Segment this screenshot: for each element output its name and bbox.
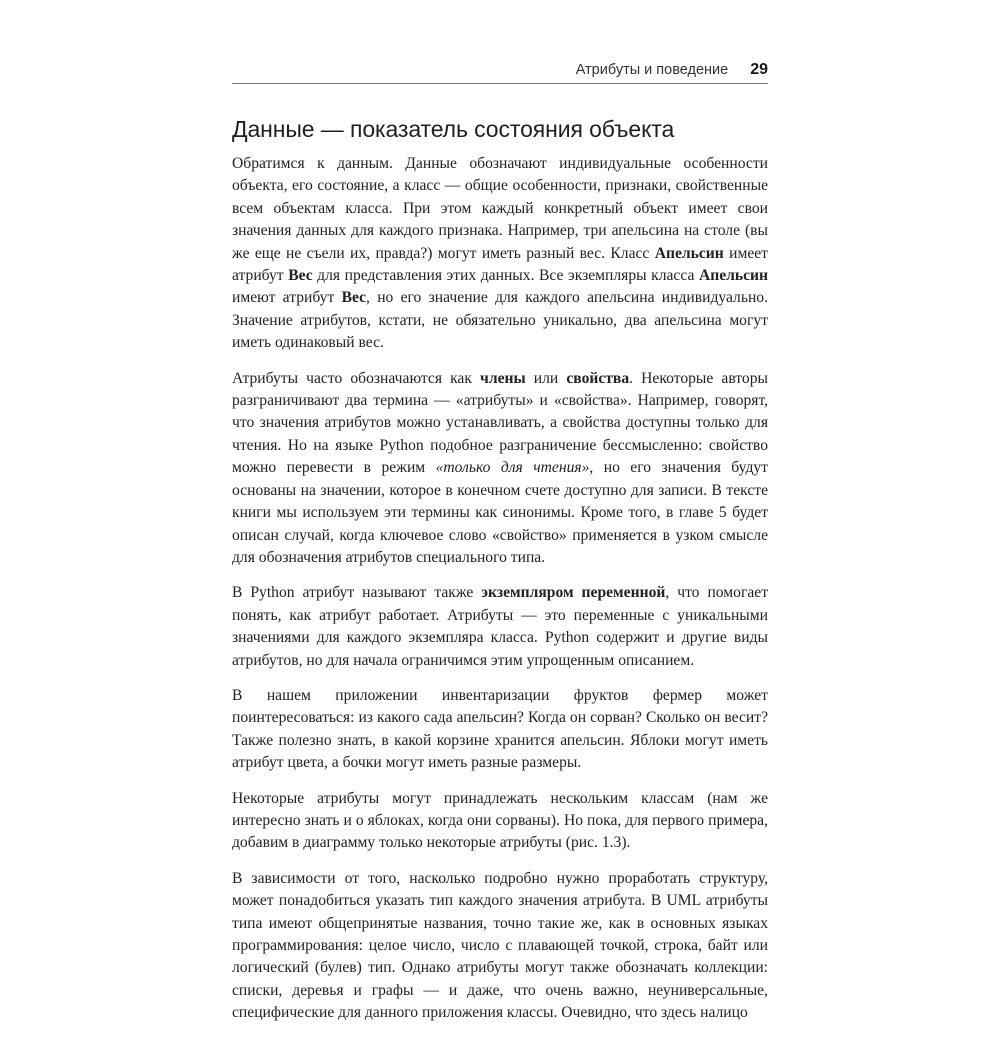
term-orange-class: Апельсин: [698, 267, 769, 285]
paragraph-5: Некоторые атрибуты могут принадлежать нескольким классам (нам же интересно знать и о яблоках, когда они сорваны). Но пока, для первого примера, добавим в диаграмму только некоторые атрибуты (рис. 1.3).: [232, 789, 768, 852]
term-instance-variable: экземпляром переменной: [481, 584, 666, 602]
term-properties: свойства: [566, 369, 630, 387]
page-number: 29: [750, 61, 768, 78]
term-members: члены: [480, 369, 526, 387]
paragraph-2: Атрибуты часто обозначаются как члены или свойства. Некоторые авторы разграничивают два термина — «атрибуты» и «свойства». Например, говорят, что значения атрибутов можно устанавливать, а свойства доступны только для чтения. Но на языке Python подобное разграничение бессмысленно: свойство можно перевести в режим «только для чтения», но его значения будут основаны на значении, которое в конечном счете доступно для записи. В тексте книги мы используем эти термины как синонимы. Кроме того, в главе 5 будет описан случай, когда ключевое слово «свойство» применяется в узком смысле для обозначения атрибутов специального типа.: [232, 369, 768, 566]
running-header-title: Атрибуты и поведение: [575, 62, 729, 78]
term-weight-attribute: Вес: [341, 289, 367, 307]
running-header: [232, 57, 768, 84]
term-weight-attribute: Вес: [288, 267, 313, 285]
body-text: [232, 153, 768, 1038]
paragraph-4: В нашем приложении инвентаризации фруктов фермер может поинтересоваться: из какого сада апельсин? Когда он сорван? Сколько он весит? Также полезно знать, в какой корзине хранится апельсин. Яблоки могут иметь атрибут цвета, а бочки могут иметь разные размеры.: [232, 686, 768, 772]
section-heading: Данные — показатель состояния объекта: [232, 116, 675, 142]
paragraph-3: В Python атрибут называют также экземпляром переменной, что помогает понять, как атрибут работает. Атрибуты — это переменные с уникальными значениями для каждого экземпляра класса. Python содержит и другие виды атрибутов, но для начала ограничимся этим упрощенным описанием.: [232, 584, 769, 669]
book-page: [232, 0, 769, 1022]
paragraph-1: Обратимся к данным. Данные обозначают индивидуальные особенности объекта, его состояние, а класс — общие особенности, признаки, свойственные всем объектам класса. При этом каждый конкретный объект имеет свои значения данных для каждого признака. Например, три апельсина на столе (вы же еще не съели их, правда?) могут иметь разный вес. Класс Апельсин имеет атрибут Вес для представления этих данных. Все экземпляры класса Апельсин имеют атрибут Вес, но его значение для каждого апельсина индивидуально. Значение атрибутов, кстати, не обязательно уникально, два апельсина могут иметь одинаковый вес.: [232, 155, 769, 352]
term-orange-class: Апельсин: [654, 244, 724, 262]
paragraph-6: В зависимости от того, насколько подробно нужно проработать структуру, может понадобиться указать тип каждого значения атрибута. В UML атрибуты типа имеют общепринятые названия, точно такие же, как в основных языках программирования: целое число, число с плавающей точкой, строка, байт или логический (булев) тип. Однако атрибуты могут также обозначать коллекции: списки, деревья и графы — и даже, что очень важно, неуниверсальные, специфические для данного приложения классы. Очевидно, что здесь налицо: [232, 869, 768, 1022]
term-read-only: «только для чтения»: [435, 459, 590, 477]
